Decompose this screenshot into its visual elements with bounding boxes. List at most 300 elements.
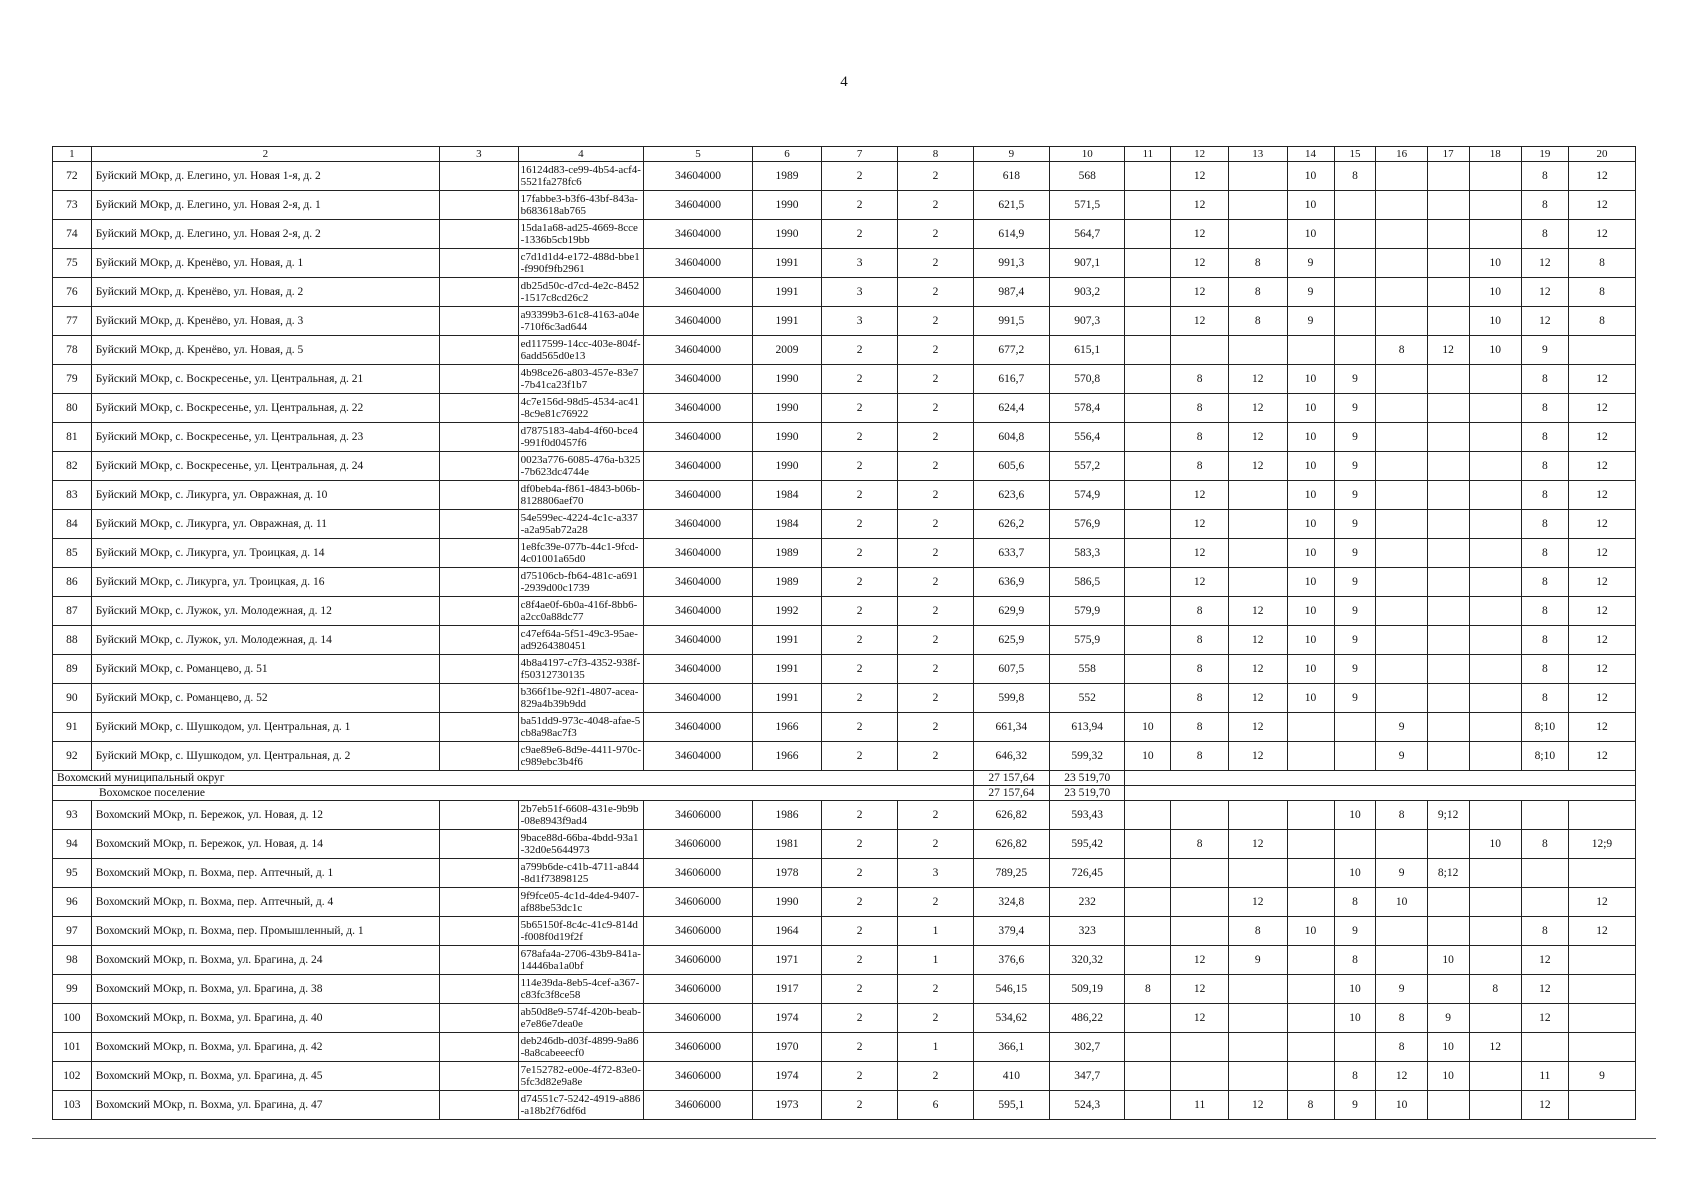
col-13: 12 — [1228, 452, 1287, 481]
oktmo: 34604000 — [644, 365, 753, 394]
total-area: 605,6 — [973, 452, 1049, 481]
row-number: 74 — [53, 220, 92, 249]
group-total-living-area: 23 519,70 — [1050, 786, 1125, 801]
oktmo: 34604000 — [644, 336, 753, 365]
col-12: 8 — [1171, 452, 1229, 481]
col-20: 12 — [1568, 539, 1635, 568]
col-16: 10 — [1376, 888, 1427, 917]
build-year: 1991 — [752, 626, 821, 655]
total-area: 636,9 — [973, 568, 1049, 597]
col-11 — [1125, 1091, 1171, 1120]
col-11 — [1125, 626, 1171, 655]
col-3 — [440, 655, 518, 684]
col-17: 12 — [1427, 336, 1469, 365]
col-20 — [1568, 1091, 1635, 1120]
build-year: 1992 — [752, 597, 821, 626]
fias-guid: c47ef64a-5f51-49c3-95ae-ad9264380451 — [518, 626, 644, 655]
col-20: 12 — [1568, 713, 1635, 742]
col-3 — [440, 859, 518, 888]
col-11 — [1125, 510, 1171, 539]
floors: 2 — [821, 481, 897, 510]
col-17 — [1427, 394, 1469, 423]
column-number-7: 7 — [821, 147, 897, 162]
col-16 — [1376, 162, 1427, 191]
row-number: 99 — [53, 975, 92, 1004]
col-15: 10 — [1334, 975, 1376, 1004]
fias-guid: b366f1be-92f1-4807-acea-829a4b39b9dd — [518, 684, 644, 713]
address: Буйский МОкр, д. Елегино, ул. Новая 2-я, д. 2 — [91, 220, 439, 249]
col-17 — [1427, 830, 1469, 859]
col-19: 8 — [1521, 365, 1568, 394]
col-18 — [1469, 539, 1521, 568]
col-17 — [1427, 365, 1469, 394]
living-area: 595,42 — [1050, 830, 1125, 859]
col-16: 8 — [1376, 801, 1427, 830]
col-12: 11 — [1171, 1091, 1229, 1120]
col-14: 9 — [1287, 249, 1334, 278]
living-area: 574,9 — [1050, 481, 1125, 510]
col-3 — [440, 452, 518, 481]
entrances: 1 — [898, 946, 973, 975]
col-14: 10 — [1287, 510, 1334, 539]
build-year: 1966 — [752, 713, 821, 742]
living-area: 524,3 — [1050, 1091, 1125, 1120]
col-12 — [1171, 336, 1229, 365]
col-12: 12 — [1171, 307, 1229, 336]
col-14: 10 — [1287, 365, 1334, 394]
entrances: 2 — [898, 510, 973, 539]
col-17 — [1427, 452, 1469, 481]
fias-guid: d7875183-4ab4-4f60-bce4-991f0d0457f6 — [518, 423, 644, 452]
col-13 — [1228, 481, 1287, 510]
col-18 — [1469, 423, 1521, 452]
col-11 — [1125, 655, 1171, 684]
col-18 — [1469, 568, 1521, 597]
col-13: 12 — [1228, 365, 1287, 394]
table-row — [53, 452, 1636, 481]
col-14 — [1287, 742, 1334, 771]
col-11 — [1125, 801, 1171, 830]
entrances: 2 — [898, 307, 973, 336]
col-13 — [1228, 975, 1287, 1004]
col-17 — [1427, 568, 1469, 597]
entrances: 2 — [898, 801, 973, 830]
col-15: 9 — [1334, 365, 1376, 394]
fias-guid: deb246db-d03f-4899-9a86-8a8cabeeecf0 — [518, 1033, 644, 1062]
col-16 — [1376, 684, 1427, 713]
oktmo: 34604000 — [644, 307, 753, 336]
col-15: 9 — [1334, 1091, 1376, 1120]
col-15 — [1334, 249, 1376, 278]
oktmo: 34604000 — [644, 684, 753, 713]
col-15: 10 — [1334, 1004, 1376, 1033]
total-area: 410 — [973, 1062, 1049, 1091]
row-number: 92 — [53, 742, 92, 771]
col-13: 12 — [1228, 888, 1287, 917]
living-area: 907,1 — [1050, 249, 1125, 278]
col-16: 9 — [1376, 859, 1427, 888]
col-3 — [440, 481, 518, 510]
floors: 2 — [821, 888, 897, 917]
oktmo: 34604000 — [644, 452, 753, 481]
col-17 — [1427, 220, 1469, 249]
address: Вохомский МОкр, п. Бережок, ул. Новая, д. 14 — [91, 830, 439, 859]
oktmo: 34604000 — [644, 742, 753, 771]
col-20: 12 — [1568, 423, 1635, 452]
fias-guid: 16124d83-ce99-4b54-acf4-5521fa278fc6 — [518, 162, 644, 191]
group-total-area: 27 157,64 — [973, 771, 1049, 786]
oktmo: 34604000 — [644, 568, 753, 597]
build-year: 2009 — [752, 336, 821, 365]
col-11 — [1125, 278, 1171, 307]
col-14 — [1287, 975, 1334, 1004]
col-3 — [440, 626, 518, 655]
oktmo: 34604000 — [644, 655, 753, 684]
fias-guid: d75106cb-fb64-481c-a691-2939d00c1739 — [518, 568, 644, 597]
col-16 — [1376, 452, 1427, 481]
fias-guid: c8f4ae0f-6b0a-416f-8bb6-a2cc0a88dc77 — [518, 597, 644, 626]
table-row — [53, 423, 1636, 452]
col-12 — [1171, 917, 1229, 946]
col-18: 10 — [1469, 307, 1521, 336]
entrances: 6 — [898, 1091, 973, 1120]
address: Буйский МОкр, с. Шушкодом, ул. Центральная, д. 1 — [91, 713, 439, 742]
entrances: 3 — [898, 859, 973, 888]
living-area: 599,32 — [1050, 742, 1125, 771]
col-15 — [1334, 742, 1376, 771]
row-number: 86 — [53, 568, 92, 597]
floors: 2 — [821, 539, 897, 568]
group-empty-cells — [1125, 771, 1636, 786]
col-3 — [440, 278, 518, 307]
oktmo: 34606000 — [644, 1033, 753, 1062]
fias-guid: 4b98ce26-a803-457e-83e7-7b41ca23f1b7 — [518, 365, 644, 394]
entrances: 2 — [898, 539, 973, 568]
col-3 — [440, 1033, 518, 1062]
col-13: 8 — [1228, 307, 1287, 336]
column-number-11: 11 — [1125, 147, 1171, 162]
build-year: 1991 — [752, 684, 821, 713]
fias-guid: 54e599ec-4224-4c1c-a337-a2a95ab72a28 — [518, 510, 644, 539]
floors: 2 — [821, 452, 897, 481]
col-20: 12 — [1568, 191, 1635, 220]
floors: 2 — [821, 801, 897, 830]
address: Вохомский МОкр, п. Вохма, ул. Брагина, д. 38 — [91, 975, 439, 1004]
row-number: 95 — [53, 859, 92, 888]
entrances: 2 — [898, 365, 973, 394]
col-3 — [440, 597, 518, 626]
total-area: 614,9 — [973, 220, 1049, 249]
col-11 — [1125, 946, 1171, 975]
fias-guid: 5b65150f-8c4c-41c9-814d-f008f0d19f2f — [518, 917, 644, 946]
col-13 — [1228, 1004, 1287, 1033]
entrances: 2 — [898, 191, 973, 220]
col-11 — [1125, 249, 1171, 278]
col-11 — [1125, 1062, 1171, 1091]
col-13: 8 — [1228, 249, 1287, 278]
oktmo: 34604000 — [644, 597, 753, 626]
group-total-living-area: 23 519,70 — [1050, 771, 1125, 786]
total-area: 661,34 — [973, 713, 1049, 742]
fias-guid: 2b7eb51f-6608-431e-9b9b-08e8943f9ad4 — [518, 801, 644, 830]
living-area: 568 — [1050, 162, 1125, 191]
row-number: 102 — [53, 1062, 92, 1091]
floors: 2 — [821, 1033, 897, 1062]
table-row — [53, 1091, 1636, 1120]
col-13: 12 — [1228, 626, 1287, 655]
col-11: 10 — [1125, 713, 1171, 742]
entrances: 1 — [898, 917, 973, 946]
col-16: 8 — [1376, 336, 1427, 365]
col-14: 10 — [1287, 684, 1334, 713]
col-16: 8 — [1376, 1004, 1427, 1033]
col-16 — [1376, 917, 1427, 946]
oktmo: 34604000 — [644, 220, 753, 249]
col-15: 9 — [1334, 394, 1376, 423]
col-11 — [1125, 597, 1171, 626]
col-11 — [1125, 220, 1171, 249]
col-11 — [1125, 452, 1171, 481]
col-17 — [1427, 655, 1469, 684]
col-11 — [1125, 917, 1171, 946]
build-year: 1990 — [752, 220, 821, 249]
floors: 2 — [821, 162, 897, 191]
col-3 — [440, 423, 518, 452]
oktmo: 34606000 — [644, 1062, 753, 1091]
oktmo: 34604000 — [644, 626, 753, 655]
floors: 2 — [821, 191, 897, 220]
col-11 — [1125, 481, 1171, 510]
row-number: 80 — [53, 394, 92, 423]
col-12: 8 — [1171, 423, 1229, 452]
col-20: 12 — [1568, 452, 1635, 481]
floors: 2 — [821, 510, 897, 539]
entrances: 2 — [898, 888, 973, 917]
build-year: 1991 — [752, 655, 821, 684]
total-area: 626,2 — [973, 510, 1049, 539]
row-number: 103 — [53, 1091, 92, 1120]
table-row — [53, 1033, 1636, 1062]
table-row — [53, 597, 1636, 626]
col-13: 9 — [1228, 946, 1287, 975]
living-area: 583,3 — [1050, 539, 1125, 568]
col-20: 8 — [1568, 307, 1635, 336]
col-20: 12 — [1568, 365, 1635, 394]
col-12: 12 — [1171, 278, 1229, 307]
col-18 — [1469, 1004, 1521, 1033]
floors: 2 — [821, 946, 897, 975]
floors: 2 — [821, 336, 897, 365]
col-20 — [1568, 336, 1635, 365]
fias-guid: a93399b3-61c8-4163-a04e-710f6c3ad644 — [518, 307, 644, 336]
fias-guid: ab50d8e9-574f-420b-beab-e7e86e7dea0e — [518, 1004, 644, 1033]
total-area: 534,62 — [973, 1004, 1049, 1033]
column-number-17: 17 — [1427, 147, 1469, 162]
col-19: 8 — [1521, 191, 1568, 220]
col-19: 12 — [1521, 1004, 1568, 1033]
table-row — [53, 394, 1636, 423]
col-18 — [1469, 1091, 1521, 1120]
build-year: 1984 — [752, 510, 821, 539]
col-15: 8 — [1334, 888, 1376, 917]
address: Буйский МОкр, с. Воскресенье, ул. Центральная, д. 23 — [91, 423, 439, 452]
col-16 — [1376, 220, 1427, 249]
col-13 — [1228, 1062, 1287, 1091]
living-area: 907,3 — [1050, 307, 1125, 336]
fias-guid: 4b8a4197-c7f3-4352-938f-f50312730135 — [518, 655, 644, 684]
col-17: 10 — [1427, 1033, 1469, 1062]
column-number-14: 14 — [1287, 147, 1334, 162]
col-19: 8;10 — [1521, 742, 1568, 771]
column-number-6: 6 — [752, 147, 821, 162]
table-row — [53, 249, 1636, 278]
row-number: 78 — [53, 336, 92, 365]
column-number-13: 13 — [1228, 147, 1287, 162]
address: Вохомский МОкр, п. Вохма, пер. Аптечный, д. 1 — [91, 859, 439, 888]
entrances: 2 — [898, 423, 973, 452]
col-18 — [1469, 626, 1521, 655]
row-number: 82 — [53, 452, 92, 481]
col-16: 9 — [1376, 713, 1427, 742]
col-17 — [1427, 481, 1469, 510]
col-14 — [1287, 1062, 1334, 1091]
build-year: 1974 — [752, 1062, 821, 1091]
address: Вохомский МОкр, п. Вохма, пер. Промышленный, д. 1 — [91, 917, 439, 946]
table-row — [53, 946, 1636, 975]
build-year: 1990 — [752, 394, 821, 423]
col-15: 9 — [1334, 481, 1376, 510]
col-20: 12 — [1568, 917, 1635, 946]
address: Вохомский МОкр, п. Вохма, пер. Аптечный, д. 4 — [91, 888, 439, 917]
col-16 — [1376, 626, 1427, 655]
total-area: 629,9 — [973, 597, 1049, 626]
col-18: 8 — [1469, 975, 1521, 1004]
total-area: 607,5 — [973, 655, 1049, 684]
floors: 2 — [821, 830, 897, 859]
address: Вохомский МОкр, п. Вохма, ул. Брагина, д. 45 — [91, 1062, 439, 1091]
entrances: 2 — [898, 162, 973, 191]
floors: 2 — [821, 597, 897, 626]
col-18 — [1469, 510, 1521, 539]
col-11: 8 — [1125, 975, 1171, 1004]
col-15 — [1334, 220, 1376, 249]
col-12: 8 — [1171, 713, 1229, 742]
col-17 — [1427, 917, 1469, 946]
col-19: 8 — [1521, 655, 1568, 684]
col-12: 12 — [1171, 162, 1229, 191]
col-3 — [440, 1004, 518, 1033]
table-row — [53, 975, 1636, 1004]
col-19: 12 — [1521, 278, 1568, 307]
col-3 — [440, 1062, 518, 1091]
col-18 — [1469, 946, 1521, 975]
col-3 — [440, 946, 518, 975]
living-area: 615,1 — [1050, 336, 1125, 365]
col-16: 8 — [1376, 1033, 1427, 1062]
col-11 — [1125, 336, 1171, 365]
col-3 — [440, 365, 518, 394]
floors: 2 — [821, 394, 897, 423]
entrances: 2 — [898, 394, 973, 423]
entrances: 2 — [898, 597, 973, 626]
total-area: 626,82 — [973, 801, 1049, 830]
row-number: 81 — [53, 423, 92, 452]
living-area: 576,9 — [1050, 510, 1125, 539]
address: Буйский МОкр, д. Кренёво, ул. Новая, д. 3 — [91, 307, 439, 336]
row-number: 83 — [53, 481, 92, 510]
address: Вохомский МОкр, п. Вохма, ул. Брагина, д. 47 — [91, 1091, 439, 1120]
col-12 — [1171, 1062, 1229, 1091]
row-number: 90 — [53, 684, 92, 713]
col-15 — [1334, 830, 1376, 859]
col-11 — [1125, 365, 1171, 394]
col-17 — [1427, 307, 1469, 336]
col-13: 12 — [1228, 597, 1287, 626]
col-12: 8 — [1171, 684, 1229, 713]
col-13 — [1228, 191, 1287, 220]
total-area: 646,32 — [973, 742, 1049, 771]
build-year: 1990 — [752, 888, 821, 917]
build-year: 1991 — [752, 278, 821, 307]
col-13: 8 — [1228, 917, 1287, 946]
col-18: 10 — [1469, 336, 1521, 365]
col-20 — [1568, 1033, 1635, 1062]
oktmo: 34606000 — [644, 1004, 753, 1033]
col-19: 11 — [1521, 1062, 1568, 1091]
living-area: 571,5 — [1050, 191, 1125, 220]
col-13: 12 — [1228, 684, 1287, 713]
living-area: 558 — [1050, 655, 1125, 684]
table-row — [53, 278, 1636, 307]
total-area: 677,2 — [973, 336, 1049, 365]
address: Буйский МОкр, с. Ликурга, ул. Троицкая, д. 14 — [91, 539, 439, 568]
entrances: 2 — [898, 742, 973, 771]
living-area: 586,5 — [1050, 568, 1125, 597]
floors: 2 — [821, 713, 897, 742]
entrances: 2 — [898, 1004, 973, 1033]
row-number: 88 — [53, 626, 92, 655]
col-19: 8 — [1521, 220, 1568, 249]
col-19: 8 — [1521, 539, 1568, 568]
col-14 — [1287, 801, 1334, 830]
col-3 — [440, 394, 518, 423]
address: Буйский МОкр, д. Кренёво, ул. Новая, д. 5 — [91, 336, 439, 365]
col-14 — [1287, 830, 1334, 859]
floors: 2 — [821, 626, 897, 655]
col-12: 8 — [1171, 365, 1229, 394]
table-body — [53, 147, 1636, 1120]
floors: 2 — [821, 684, 897, 713]
col-15 — [1334, 713, 1376, 742]
table-row — [53, 859, 1636, 888]
table-row — [53, 742, 1636, 771]
column-number-1: 1 — [53, 147, 92, 162]
table-row — [53, 1004, 1636, 1033]
table-row — [53, 830, 1636, 859]
build-year: 1991 — [752, 307, 821, 336]
floors: 2 — [821, 917, 897, 946]
floors: 3 — [821, 249, 897, 278]
col-17 — [1427, 713, 1469, 742]
col-16 — [1376, 597, 1427, 626]
col-14: 10 — [1287, 568, 1334, 597]
oktmo: 34604000 — [644, 510, 753, 539]
col-18 — [1469, 917, 1521, 946]
col-16 — [1376, 539, 1427, 568]
col-14 — [1287, 1033, 1334, 1062]
col-13: 12 — [1228, 394, 1287, 423]
table-row — [53, 307, 1636, 336]
